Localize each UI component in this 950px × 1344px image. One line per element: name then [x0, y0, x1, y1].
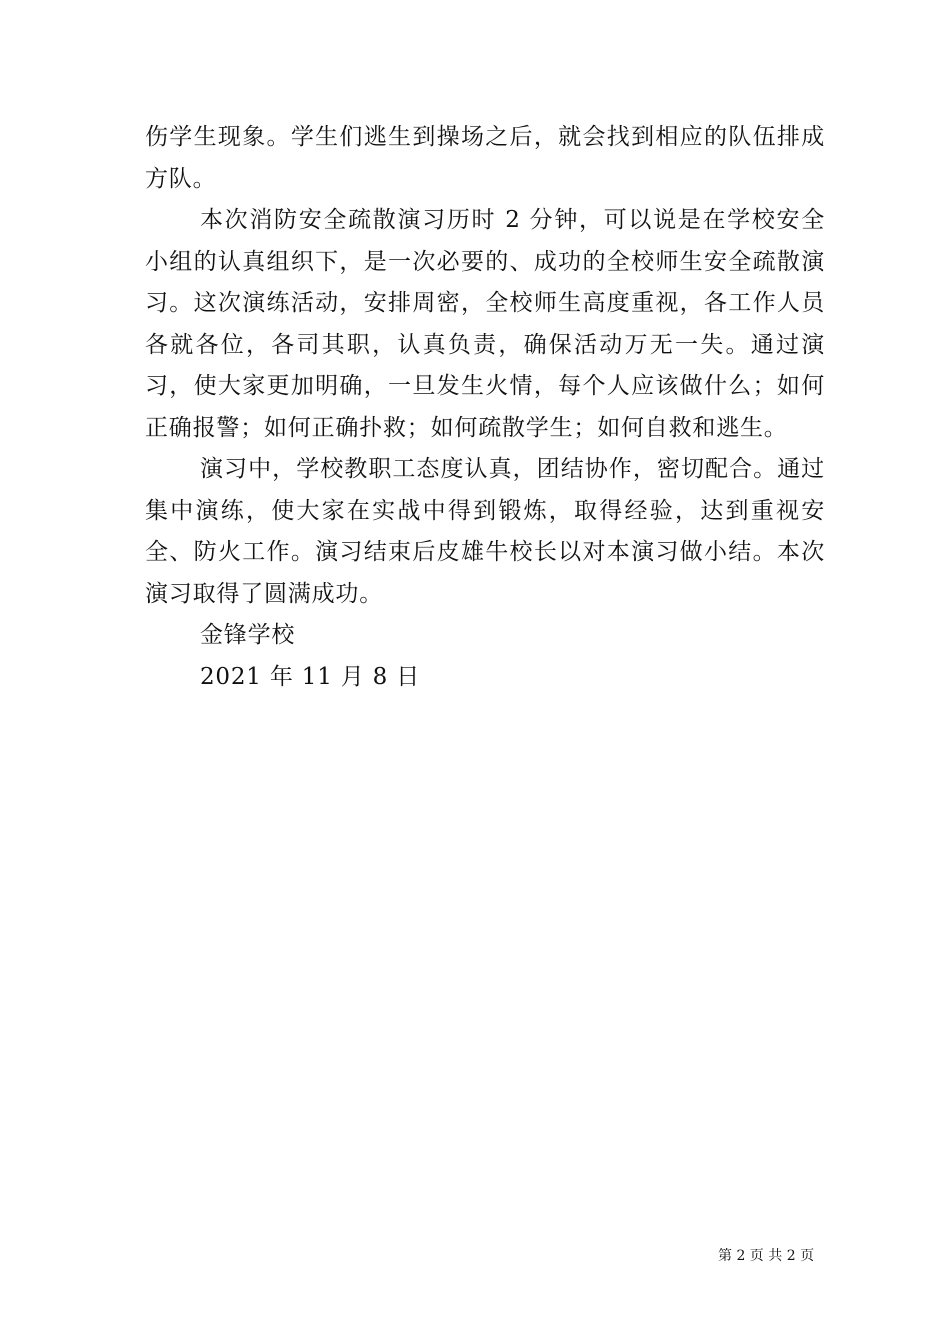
page-number-footer: 第 2 页 共 2 页	[718, 1248, 815, 1264]
document-body	[145, 117, 825, 698]
signature-date: 2021 年 11 月 8 日	[200, 663, 420, 690]
paragraph-drill-result: 演习中，学校教职工态度认真，团结协作，密切配合。通过集中演练，使大家在实战中得到锻炼，取得经验，达到重视安全、防火工作。演习结束后皮雄牛校长以对本演习做小结。本次演习取得了圆满成功。	[145, 456, 825, 607]
paragraph-drill-summary: 本次消防安全疏散演习历时 2 分钟，可以说是在学校安全小组的认真组织下，是一次必要的、成功的全校师生安全疏散演习。这次演练活动，安排周密，全校师生高度重视，各工作人员各就各位，各司其职，认真负责，确保活动万无一失。通过演习，使大家更加明确，一旦发生火情，每个人应该做什么；如何正确报警；如何正确扑救；如何疏散学生；如何自救和逃生。	[145, 207, 825, 441]
signature-organization: 金锋学校	[200, 622, 296, 648]
paragraph-continuation: 伤学生现象。学生们逃生到操场之后，就会找到相应的队伍排成方队。	[145, 124, 825, 192]
